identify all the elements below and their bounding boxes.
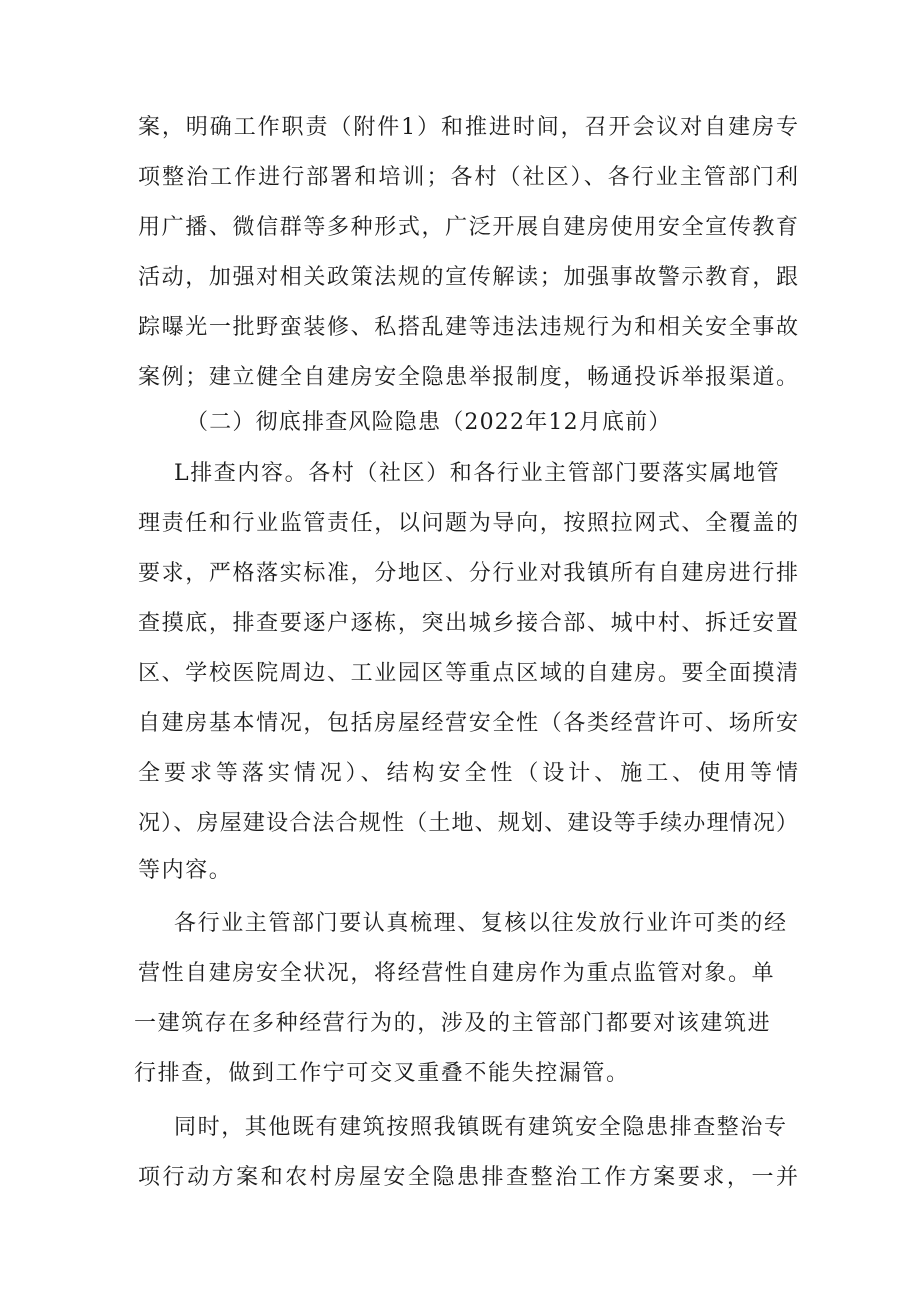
body-text-line: 案，明确工作职责（附件1）和推进时间，召开会议对自建房专 (138, 115, 798, 140)
body-text-line: 要求，严格落实标准，分地区、分行业对我镇所有自建房进行排 (138, 561, 798, 586)
body-text-line: 用广播、微信群等多种形式，广泛开展自建房使用安全宣传教育 (138, 215, 798, 240)
body-text-line: 踪曝光一批野蛮装修、私搭乱建等违法违规行为和相关安全事故 (138, 315, 798, 340)
paragraph-first-line: 同时，其他既有建筑按照我镇既有建筑安全隐患排查整治专 (174, 1115, 788, 1140)
body-text-line: 一建筑存在多种经营行为的，涉及的主管部门都要对该建筑进 (134, 1011, 772, 1036)
body-text-line: 营性自建房安全状况，将经营性自建房作为重点监管对象。单 (138, 961, 776, 986)
body-text-line: 区、学校医院周边、工业园区等重点区域的自建房。要全面摸清 (138, 661, 798, 686)
body-text-line: 况）、房屋建设合法合规性（土地、规划、建设等手续办理情况） (138, 811, 798, 836)
section-heading: （二）彻底排查风险隐患（2022年12月底前） (186, 410, 672, 435)
body-text-line: 活动，加强对相关政策法规的宣传解读；加强事故警示教育，跟 (138, 265, 798, 290)
body-text-line: 案例；建立健全自建房安全隐患举报制度，畅通投诉举报渠道。 (138, 365, 798, 390)
body-text-line: 理责任和行业监管责任，以问题为导向，按照拉网式、全覆盖的 (138, 511, 798, 536)
body-text-line: 自建房基本情况，包括房屋经营安全性（各类经营许可、场所安 (138, 711, 798, 736)
body-text-line: 行排查，做到工作宁可交叉重叠不能失控漏管。 (134, 1061, 630, 1086)
body-text-line: 等内容。 (138, 858, 233, 883)
body-text-line: 项行动方案和农村房屋安全隐患排查整治工作方案要求，一并 (138, 1165, 798, 1190)
body-text-line: 查摸底，排查要逐户逐栋，突出城乡接合部、城中村、拆迁安置 (138, 611, 798, 636)
body-text-line: 全要求等落实情况）、结构安全性（设计、施工、使用等情 (138, 761, 798, 786)
paragraph-first-line: L排查内容。各村（社区）和各行业主管部门要落实属地管 (174, 461, 781, 486)
body-text-line: 项整治工作进行部署和培训；各村（社区）、各行业主管部门利 (138, 165, 798, 190)
paragraph-first-line: 各行业主管部门要认真梳理、复核以往发放行业许可类的经 (174, 911, 788, 936)
